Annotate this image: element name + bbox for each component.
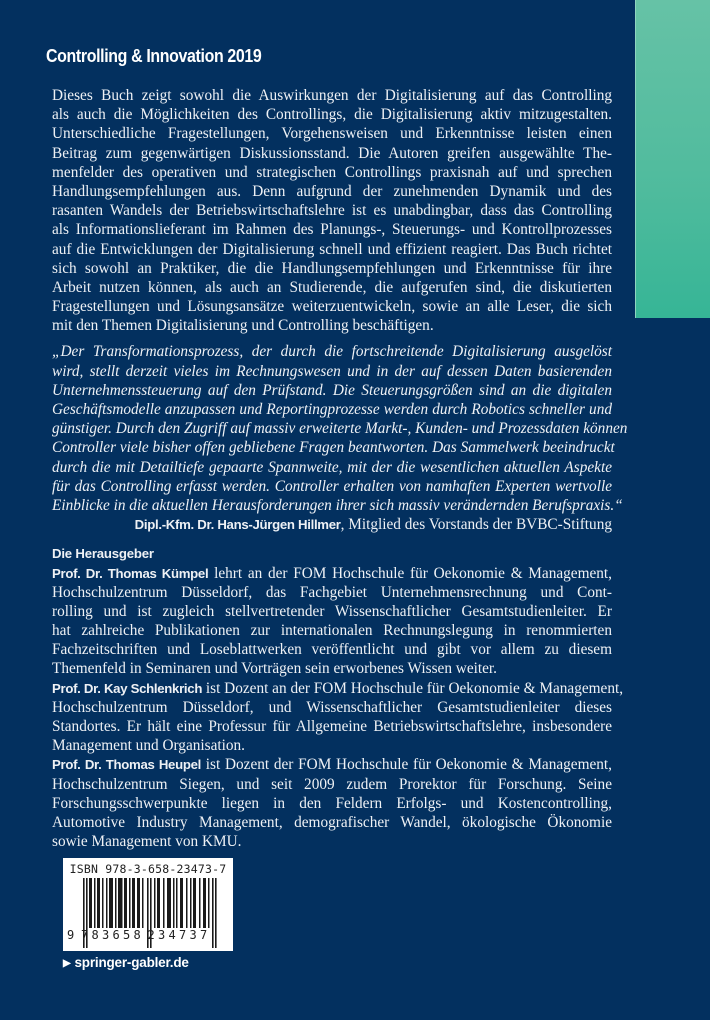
description-line: Fragestellungen und Lösungsansätze weiterzuentwickeln, sowie an alle Leser, die sich xyxy=(52,298,612,316)
attribution-name: Dipl.-Kfm. Dr. Hans-Jürgen Hillmer xyxy=(134,517,341,533)
editor-name: Prof. Dr. Thomas Heupel xyxy=(52,757,202,773)
editor-bio-line: Forschungsschwerpunkte liegen in den Feldern Erfolgs- und Kostencontrolling, xyxy=(52,794,612,812)
quote-line: durch die mit Detailtiefe gepaarte Spannweite, mit der die wesentlichen aktuellen Aspekte xyxy=(52,458,612,476)
description-line: Unterschiedliche Fragestellungen, Vorgehensweisen und Erkenntnisse leisten einen xyxy=(52,125,612,143)
barcode-digit: 3 xyxy=(158,928,166,942)
back-cover-content xyxy=(52,86,628,851)
editor-bio-line: Hochschulzentrum Siegen, und seit 2009 zudem Prorektor für Forschung. Seine xyxy=(52,775,612,793)
editor-bio-line: Automotive Industry Management, demografischer Wandel, ökologische Ökonomie xyxy=(52,813,612,831)
triangle-right-icon: ▶ xyxy=(63,958,71,969)
barcode-digit: 3 xyxy=(102,928,110,942)
editor-bio-text: ist Dozent der FOM Hochschule für Oekonomie & Management, xyxy=(201,756,613,774)
barcode-digit: 3 xyxy=(189,928,197,942)
editor-bio-heupel xyxy=(52,755,612,851)
accent-bar xyxy=(635,0,710,318)
description-line: Handlungsempfehlungen aus. Denn aufgrund der zunehmenden Dynamik und des xyxy=(52,182,612,200)
quote-line: Geschäftsmodelle anzupassen und Reportingprozesse werden durch Robotics schneller und xyxy=(52,401,612,418)
description-line: rasanten Wandels der Betriebswirtschaftslehre ist es unabdingbar, dass das Controlling xyxy=(52,202,612,220)
description-line: Dieses Buch zeigt sowohl die Auswirkungen der Digitalisierung auf das Controlling xyxy=(52,87,612,104)
quote-line: „Der Transformationsprozess, der durch die fortschreitende Digitalisierung ausgelöst xyxy=(52,343,612,361)
quote-line: für das Controlling erfasst werden. Controller erhalten von namhaften Experten wertvolle xyxy=(52,477,612,495)
editor-name: Prof. Dr. Kay Schlenkrich xyxy=(52,680,203,696)
editor-bio-line: Hochschulzentrum Düsseldorf, das Fachgebiet Unternehmensrechnung und Cont- xyxy=(52,583,612,601)
description-line: als auch die Möglichkeiten des Controllings, die Digitalisierung aktiv mitzugestalten. xyxy=(52,106,612,124)
description-line: mit den Themen Digitalisierung und Controlling beschäftigen. xyxy=(52,317,434,335)
barcode-digit: 8 xyxy=(133,928,141,942)
barcode-digit: 7 xyxy=(200,928,208,942)
description xyxy=(52,86,612,335)
editor-bio-text: lehrt an der FOM Hochschule für Oekonomie & Management, xyxy=(208,564,612,582)
barcode-digit: 7 xyxy=(81,928,89,942)
barcode-digit: 6 xyxy=(112,928,120,942)
barcode-digit: 2 xyxy=(147,928,155,942)
editor-first-line xyxy=(52,755,612,774)
quote-line: wird, stellt derzeit vieles im Rechnungswesen und in der auf dessen Daten basierenden xyxy=(52,362,612,380)
description-line: Beitrag zum gegenwärtigen Diskussionsstand. Die Autoren greifen ausgewählte The- xyxy=(52,144,612,162)
quote-attribution xyxy=(52,515,612,534)
book-title: Controlling & Innovation 2019 xyxy=(46,45,262,66)
barcode-digit: 8 xyxy=(91,928,99,942)
description-line: auf die Entwicklungen der Digitalisierung schnell und effizient reagiert. Das Buch richtet xyxy=(52,240,612,258)
editor-bio-line: hat zahlreiche Publikationen zur internationalen Rechnungslegung in renommierten xyxy=(52,622,612,640)
publisher-website-link[interactable] xyxy=(63,955,189,970)
editor-bio-kuempel xyxy=(52,564,612,679)
editor-first-line xyxy=(52,679,624,698)
description-line: menfelder des operativen und strategischen Controllings praxisnah auf und sprechen xyxy=(52,163,612,181)
website-label: springer-gabler.de xyxy=(74,955,189,970)
editor-bio-line: Fachzeitschriften und Loseblattwerken veröffentlicht und gibt vor allem zu diesem xyxy=(52,641,612,659)
barcode-digit: 5 xyxy=(123,928,131,942)
editor-bio-line: sowie Management von KMU. xyxy=(52,833,242,851)
editor-bio-line: Management und Organisation. xyxy=(52,737,246,755)
editor-bio-schlenkrich xyxy=(52,679,624,756)
editor-name: Prof. Dr. Thomas Kümpel xyxy=(52,565,209,581)
editor-bio-line: Standortes. Er hält eine Professur für Allgemeine Betriebswirtschaftslehre, insbesondere xyxy=(52,718,612,735)
description-line: Arbeit nutzen können, als auch an Studierende, die aufgerufen sind, die diskutierten xyxy=(52,278,612,296)
editor-bio-line: Themenfeld in Seminaren und Vorträgen sein erworbenes Wissen weiter. xyxy=(52,660,497,678)
editors-heading: Die Herausgeber xyxy=(52,546,154,562)
editor-bio-text: ist Dozent an der FOM Hochschule für Oekonomie & Management, xyxy=(202,679,624,697)
editor-bio-line: rolling und ist zugleich stellvertretender Wissenschaftlicher Gesamtstudienleiter. Er xyxy=(52,602,612,620)
quote-line: Controller viele bisher offen gebliebene Fragen beantworten. Das Sammelwerk beeindruckt xyxy=(52,439,615,457)
barcode-digit: 7 xyxy=(179,928,187,942)
endorsement-quote xyxy=(52,342,628,515)
barcode-digit: 9 xyxy=(67,928,75,942)
editor-first-line xyxy=(52,564,612,583)
barcode-digits xyxy=(67,928,211,942)
quote-line: Unternehmenssteuerung auf den Prüfstand. Die Steuerungsgrößen sind an die digitalen xyxy=(52,381,612,399)
attribution-role: , Mitglied des Vorstands der BVBC-Stiftung xyxy=(340,516,612,534)
description-line: als Informationslieferant im Rahmen des Planungs-, Steuerungs- und Kontrollprozesses xyxy=(52,221,612,239)
quote-line: Einblicke in die aktuellen Herausforderungen ihrer sich massiv verändernden Berufspraxis.“ xyxy=(52,496,623,514)
editor-bio-line: Hochschulzentrum Düsseldorf, und Wissenschaftlicher Gesamtstudienleiter dieses xyxy=(52,698,612,716)
description-line: sich sowohl an Praktiker, die die Handlungsempfehlungen und Erkenntnisse für ihre xyxy=(52,259,612,277)
quote-line: günstiger. Durch den Zugriff auf massiv erweiterte Markt-, Kunden- und Prozessdaten können xyxy=(52,420,628,438)
barcode-digit: 4 xyxy=(168,928,176,942)
isbn-label: ISBN 978-3-658-23473-7 xyxy=(69,862,227,876)
isbn-barcode xyxy=(63,858,233,951)
